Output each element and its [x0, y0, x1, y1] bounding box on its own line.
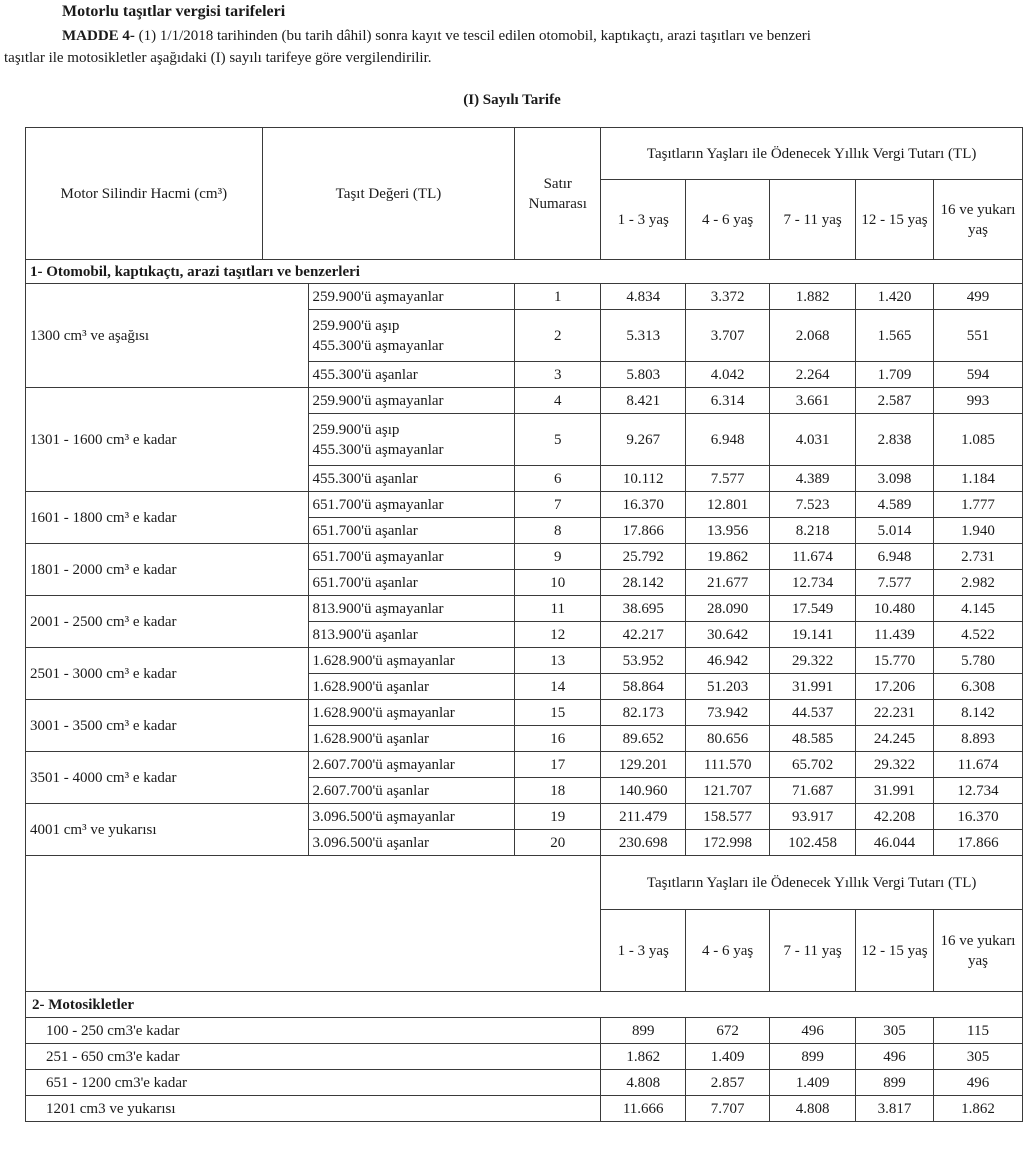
- tax-amount-cell: 11.666: [601, 1096, 686, 1122]
- section-motorcycles-title: 2- Motosikletler: [26, 992, 1023, 1018]
- table-row: [26, 1044, 1023, 1070]
- row-number-cell: 14: [515, 674, 601, 700]
- tax-amount-cell: 121.707: [686, 778, 770, 804]
- engine-group-label: 3501 - 4000 cm³ e kadar: [26, 752, 309, 804]
- tax-amount-cell: 551: [934, 310, 1023, 362]
- table-row: [26, 492, 1023, 518]
- tax-amount-cell: 1.709: [856, 362, 934, 388]
- tax-amount-cell: 7.577: [856, 570, 934, 596]
- header-row-number: Satır Numarası: [515, 128, 601, 260]
- tax-amount-cell: 115: [934, 1018, 1023, 1044]
- row-number-cell: 12: [515, 622, 601, 648]
- header-tax-group: Taşıtların Yaşları ile Ödenecek Yıllık Vergi Tutarı (TL): [601, 128, 1023, 180]
- tax-amount-cell: 9.267: [601, 414, 686, 466]
- moto-header-age-1: 1 - 3 yaş: [601, 910, 686, 992]
- engine-group-label: 3001 - 3500 cm³ e kadar: [26, 700, 309, 752]
- article-label: MADDE 4-: [62, 28, 135, 44]
- tax-amount-cell: 4.031: [770, 414, 856, 466]
- tax-amount-cell: 899: [856, 1070, 934, 1096]
- vehicle-value-cell: 813.900'ü aşanlar: [308, 622, 515, 648]
- tax-amount-cell: 1.409: [686, 1044, 770, 1070]
- tax-amount-cell: 22.231: [856, 700, 934, 726]
- tax-amount-cell: 129.201: [601, 752, 686, 778]
- header-vehicle-value: Taşıt Değeri (TL): [262, 128, 515, 260]
- tax-amount-cell: 38.695: [601, 596, 686, 622]
- moto-header-age-5: 16 ve yukarı yaş: [934, 910, 1023, 992]
- tax-amount-cell: 4.808: [601, 1070, 686, 1096]
- tax-amount-cell: 1.862: [601, 1044, 686, 1070]
- section-row: [26, 992, 1023, 1018]
- tax-amount-cell: 3.707: [686, 310, 770, 362]
- tax-amount-cell: 10.480: [856, 596, 934, 622]
- row-number-cell: 7: [515, 492, 601, 518]
- tax-amount-cell: 172.998: [686, 830, 770, 856]
- row-number-cell: 9: [515, 544, 601, 570]
- tax-amount-cell: 28.090: [686, 596, 770, 622]
- tax-amount-cell: 31.991: [770, 674, 856, 700]
- table-row: [26, 752, 1023, 778]
- row-number-cell: 19: [515, 804, 601, 830]
- tax-amount-cell: 899: [770, 1044, 856, 1070]
- table-row: [26, 596, 1023, 622]
- tax-amount-cell: 230.698: [601, 830, 686, 856]
- tax-amount-cell: 4.808: [770, 1096, 856, 1122]
- tax-amount-cell: 58.864: [601, 674, 686, 700]
- tax-amount-cell: 3.661: [770, 388, 856, 414]
- vehicle-value-cell: 259.900'ü aşmayanlar: [308, 284, 515, 310]
- article-text-line1: (1) 1/1/2018 tarihinden (bu tarih dâhil) sonra kayıt ve tescil edilen otomobil, kaptıkaçtı, arazi taşıtları ve benzeri: [134, 28, 811, 44]
- tax-amount-cell: 48.585: [770, 726, 856, 752]
- tax-amount-cell: 31.991: [856, 778, 934, 804]
- tax-amount-cell: 29.322: [770, 648, 856, 674]
- row-number-cell: 4: [515, 388, 601, 414]
- tax-amount-cell: 71.687: [770, 778, 856, 804]
- tax-amount-cell: 42.217: [601, 622, 686, 648]
- tax-amount-cell: 11.439: [856, 622, 934, 648]
- vehicle-value-cell: 651.700'ü aşanlar: [308, 518, 515, 544]
- tax-amount-cell: 496: [770, 1018, 856, 1044]
- tax-amount-cell: 2.068: [770, 310, 856, 362]
- vehicle-value-cell: 3.096.500'ü aşmayanlar: [308, 804, 515, 830]
- tax-amount-cell: 496: [934, 1070, 1023, 1096]
- engine-group-label: 1301 - 1600 cm³ e kadar: [26, 388, 309, 492]
- tax-amount-cell: 6.308: [934, 674, 1023, 700]
- header-engine: Motor Silindir Hacmi (cm³): [26, 128, 263, 260]
- tax-amount-cell: 6.948: [856, 544, 934, 570]
- tax-amount-cell: 2.838: [856, 414, 934, 466]
- tax-amount-cell: 3.372: [686, 284, 770, 310]
- table-row: [26, 388, 1023, 414]
- engine-group-label: 1801 - 2000 cm³ e kadar: [26, 544, 309, 596]
- tax-amount-cell: 7.707: [686, 1096, 770, 1122]
- tax-amount-cell: 1.184: [934, 466, 1023, 492]
- row-number-cell: 18: [515, 778, 601, 804]
- tax-amount-cell: 6.948: [686, 414, 770, 466]
- tax-amount-cell: 53.952: [601, 648, 686, 674]
- vehicle-value-cell: 1.628.900'ü aşanlar: [308, 674, 515, 700]
- tax-amount-cell: 499: [934, 284, 1023, 310]
- tax-amount-cell: 7.523: [770, 492, 856, 518]
- tax-amount-cell: 17.206: [856, 674, 934, 700]
- tax-amount-cell: 93.917: [770, 804, 856, 830]
- tax-amount-cell: 1.565: [856, 310, 934, 362]
- moto-header-age-3: 7 - 11 yaş: [770, 910, 856, 992]
- tax-amount-cell: 5.014: [856, 518, 934, 544]
- tax-amount-cell: 158.577: [686, 804, 770, 830]
- moto-header-tax-group: Taşıtların Yaşları ile Ödenecek Yıllık Vergi Tutarı (TL): [601, 856, 1023, 910]
- tax-amount-cell: 17.866: [601, 518, 686, 544]
- document-title: Motorlu taşıtlar vergisi tarifeleri: [62, 3, 286, 20]
- section-row: [26, 260, 1023, 284]
- tax-amount-cell: 13.956: [686, 518, 770, 544]
- tax-amount-cell: 8.893: [934, 726, 1023, 752]
- tax-amount-cell: 89.652: [601, 726, 686, 752]
- tax-amount-cell: 80.656: [686, 726, 770, 752]
- tax-amount-cell: 42.208: [856, 804, 934, 830]
- tax-amount-cell: 496: [856, 1044, 934, 1070]
- vehicle-value-cell: 651.700'ü aşanlar: [308, 570, 515, 596]
- tax-amount-cell: 24.245: [856, 726, 934, 752]
- table-row: [26, 648, 1023, 674]
- row-number-cell: 16: [515, 726, 601, 752]
- tax-amount-cell: 4.589: [856, 492, 934, 518]
- tax-amount-cell: 25.792: [601, 544, 686, 570]
- article-text-line2: taşıtlar ile motosikletler aşağıdaki (I) sayılı tarifeye göre vergilendirilir.: [4, 50, 432, 66]
- tax-amount-cell: 16.370: [601, 492, 686, 518]
- tax-amount-cell: 12.734: [934, 778, 1023, 804]
- table-row: [26, 700, 1023, 726]
- table-row: [26, 804, 1023, 830]
- tax-amount-cell: 73.942: [686, 700, 770, 726]
- tax-amount-cell: 51.203: [686, 674, 770, 700]
- tax-amount-cell: 2.264: [770, 362, 856, 388]
- header-age-3: 7 - 11 yaş: [770, 180, 856, 260]
- tax-amount-cell: 10.112: [601, 466, 686, 492]
- table-row: [26, 1018, 1023, 1044]
- tax-amount-cell: 2.731: [934, 544, 1023, 570]
- vehicle-value-cell: 651.700'ü aşmayanlar: [308, 492, 515, 518]
- moto-header-age-4: 12 - 15 yaş: [856, 910, 934, 992]
- table-row: [26, 544, 1023, 570]
- tax-amount-cell: 6.314: [686, 388, 770, 414]
- tax-amount-cell: 46.044: [856, 830, 934, 856]
- table-row: [26, 1070, 1023, 1096]
- engine-group-label: 2001 - 2500 cm³ e kadar: [26, 596, 309, 648]
- row-number-cell: 20: [515, 830, 601, 856]
- tax-amount-cell: 4.145: [934, 596, 1023, 622]
- row-number-cell: 15: [515, 700, 601, 726]
- tax-amount-cell: 15.770: [856, 648, 934, 674]
- tax-amount-cell: 19.141: [770, 622, 856, 648]
- tax-amount-cell: 30.642: [686, 622, 770, 648]
- tax-amount-cell: 5.780: [934, 648, 1023, 674]
- tax-amount-cell: 993: [934, 388, 1023, 414]
- engine-group-label: 4001 cm³ ve yukarısı: [26, 804, 309, 856]
- header-age-5: 16 ve yukarı yaş: [934, 180, 1023, 260]
- tax-amount-cell: 672: [686, 1018, 770, 1044]
- tax-amount-cell: 305: [856, 1018, 934, 1044]
- vehicle-value-cell: 1.628.900'ü aşmayanlar: [308, 648, 515, 674]
- tax-tariff-table: [25, 127, 1023, 1122]
- vehicle-value-cell: 1.628.900'ü aşmayanlar: [308, 700, 515, 726]
- tax-amount-cell: 2.857: [686, 1070, 770, 1096]
- row-number-cell: 6: [515, 466, 601, 492]
- tax-amount-cell: 3.098: [856, 466, 934, 492]
- tax-amount-cell: 102.458: [770, 830, 856, 856]
- tax-amount-cell: 305: [934, 1044, 1023, 1070]
- tax-amount-cell: 594: [934, 362, 1023, 388]
- tax-amount-cell: 46.942: [686, 648, 770, 674]
- tax-amount-cell: 11.674: [934, 752, 1023, 778]
- tax-amount-cell: 12.801: [686, 492, 770, 518]
- tax-amount-cell: 3.817: [856, 1096, 934, 1122]
- tax-amount-cell: 4.834: [601, 284, 686, 310]
- tax-amount-cell: 17.549: [770, 596, 856, 622]
- row-number-cell: 17: [515, 752, 601, 778]
- article-paragraph: [4, 25, 1024, 69]
- vehicle-value-cell: 1.628.900'ü aşanlar: [308, 726, 515, 752]
- tax-amount-cell: 4.522: [934, 622, 1023, 648]
- tax-amount-cell: 7.577: [686, 466, 770, 492]
- header-row: [26, 128, 1023, 180]
- tax-amount-cell: 65.702: [770, 752, 856, 778]
- tax-amount-cell: 2.587: [856, 388, 934, 414]
- tax-amount-cell: 1.420: [856, 284, 934, 310]
- header-age-4: 12 - 15 yaş: [856, 180, 934, 260]
- tax-amount-cell: 899: [601, 1018, 686, 1044]
- tax-amount-cell: 8.218: [770, 518, 856, 544]
- tax-amount-cell: 5.313: [601, 310, 686, 362]
- vehicle-value-cell: 651.700'ü aşmayanlar: [308, 544, 515, 570]
- moto-engine-cell: 100 - 250 cm3'e kadar: [26, 1018, 601, 1044]
- tax-amount-cell: 21.677: [686, 570, 770, 596]
- tax-amount-cell: 1.409: [770, 1070, 856, 1096]
- row-number-cell: 3: [515, 362, 601, 388]
- vehicle-value-cell: 259.900'ü aşmayanlar: [308, 388, 515, 414]
- moto-header-blank: [26, 856, 601, 992]
- tax-amount-cell: 8.421: [601, 388, 686, 414]
- tax-amount-cell: 140.960: [601, 778, 686, 804]
- table-title: (I) Sayılı Tarife: [463, 92, 561, 108]
- tax-amount-cell: 44.537: [770, 700, 856, 726]
- tax-amount-cell: 19.862: [686, 544, 770, 570]
- tax-amount-cell: 211.479: [601, 804, 686, 830]
- tax-amount-cell: 82.173: [601, 700, 686, 726]
- header-age-2: 4 - 6 yaş: [686, 180, 770, 260]
- section-cars-title: 1- Otomobil, kaptıkaçtı, arazi taşıtları ve benzerleri: [26, 260, 1023, 284]
- table-row: [26, 284, 1023, 310]
- engine-group-label: 1300 cm³ ve aşağısı: [26, 284, 309, 388]
- vehicle-value-cell: 455.300'ü aşanlar: [308, 362, 515, 388]
- tax-amount-cell: 1.882: [770, 284, 856, 310]
- tax-amount-cell: 1.085: [934, 414, 1023, 466]
- tax-amount-cell: 17.866: [934, 830, 1023, 856]
- row-number-cell: 8: [515, 518, 601, 544]
- moto-engine-cell: 251 - 650 cm3'e kadar: [26, 1044, 601, 1070]
- vehicle-value-cell: 2.607.700'ü aşanlar: [308, 778, 515, 804]
- tax-amount-cell: 12.734: [770, 570, 856, 596]
- tax-amount-cell: 111.570: [686, 752, 770, 778]
- moto-engine-cell: 1201 cm3 ve yukarısı: [26, 1096, 601, 1122]
- vehicle-value-cell: 813.900'ü aşmayanlar: [308, 596, 515, 622]
- tax-amount-cell: 16.370: [934, 804, 1023, 830]
- moto-header-row: [26, 856, 1023, 910]
- tax-amount-cell: 28.142: [601, 570, 686, 596]
- vehicle-value-cell: 259.900'ü aşıp 455.300'ü aşmayanlar: [308, 310, 515, 362]
- tax-amount-cell: 11.674: [770, 544, 856, 570]
- moto-engine-cell: 651 - 1200 cm3'e kadar: [26, 1070, 601, 1096]
- row-number-cell: 13: [515, 648, 601, 674]
- engine-group-label: 2501 - 3000 cm³ e kadar: [26, 648, 309, 700]
- tax-amount-cell: 5.803: [601, 362, 686, 388]
- table-row: [26, 1096, 1023, 1122]
- vehicle-value-cell: 259.900'ü aşıp 455.300'ü aşmayanlar: [308, 414, 515, 466]
- header-age-1: 1 - 3 yaş: [601, 180, 686, 260]
- engine-group-label: 1601 - 1800 cm³ e kadar: [26, 492, 309, 544]
- row-number-cell: 11: [515, 596, 601, 622]
- tax-amount-cell: 29.322: [856, 752, 934, 778]
- tax-amount-cell: 1.940: [934, 518, 1023, 544]
- moto-header-age-2: 4 - 6 yaş: [686, 910, 770, 992]
- tax-amount-cell: 1.777: [934, 492, 1023, 518]
- row-number-cell: 5: [515, 414, 601, 466]
- tax-amount-cell: 4.389: [770, 466, 856, 492]
- tax-amount-cell: 8.142: [934, 700, 1023, 726]
- row-number-cell: 1: [515, 284, 601, 310]
- vehicle-value-cell: 3.096.500'ü aşanlar: [308, 830, 515, 856]
- tax-amount-cell: 4.042: [686, 362, 770, 388]
- vehicle-value-cell: 455.300'ü aşanlar: [308, 466, 515, 492]
- row-number-cell: 2: [515, 310, 601, 362]
- tax-amount-cell: 2.982: [934, 570, 1023, 596]
- vehicle-value-cell: 2.607.700'ü aşmayanlar: [308, 752, 515, 778]
- row-number-cell: 10: [515, 570, 601, 596]
- tax-amount-cell: 1.862: [934, 1096, 1023, 1122]
